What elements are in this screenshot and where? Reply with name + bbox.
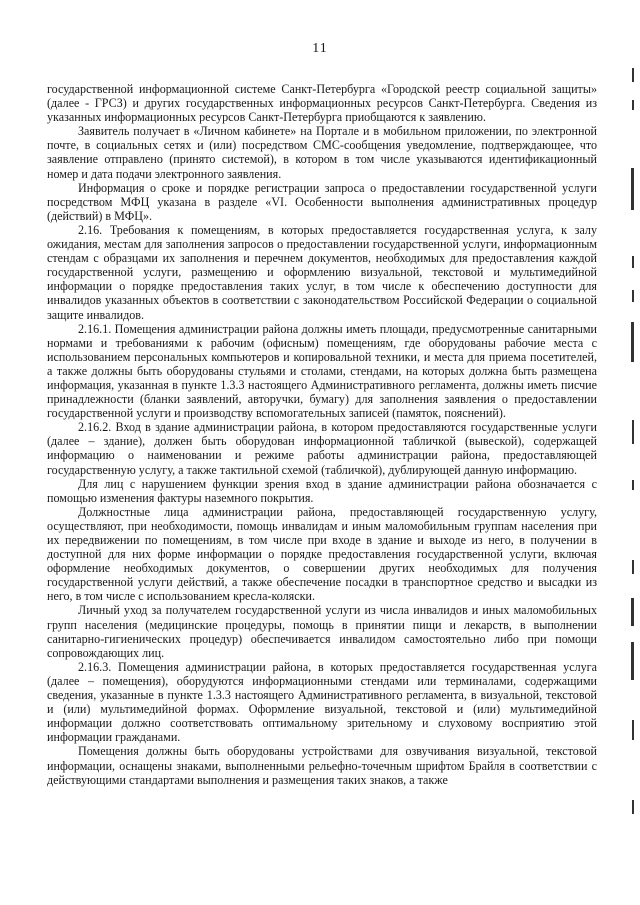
paragraph: Должностные лица администрации района, предоставляющей государственную услугу, осуществляют, при необходимости, помощь инвалидам и иным маломобильным группам населения при их передвижении по помещениям, в том числе при входе в здание и выходе из него, в получении в доступной для них форме информации о порядке предоставления государственной услуги, включая оформление необходимых документов, о совершении других необходимых для получения государственной услуги действий, а также обеспечение посадки в транспортное средство и высадки из него, в том числе с использованием кресла-коляски. [47, 504, 597, 604]
scan-edge-mark [632, 420, 634, 444]
paragraph: Заявитель получает в «Личном кабинете» на Портале и в мобильном приложении, по электронной почте, в социальных сетях и (или) посредством СМС-сообщения уведомление, подтверждающее, что заявление отправлено (принято системой), в котором в том числе указываются идентификационный номер и дата подачи электронного заявления. [47, 124, 597, 181]
scan-edge-mark [632, 720, 634, 740]
scan-edge-mark [632, 68, 634, 82]
scan-edge-mark [631, 598, 634, 626]
paragraph: 2.16. Требования к помещениям, в которых предоставляется государственная услуга, к залу ожидания, местам для заполнения запросов о предоставлении государственной услуги, информационным стендам с образцами их заполнения и перечнем документов, необходимых для предоставления каждой государственной услуги, размещению и оформлению визуальной, текстовой и мультимедийной информации о порядке предоставления таких услуг, в том числе к обеспечению доступности для инвалидов указанных объектов в соответствии с законодательством Российской Федерации о социальной защите инвалидов. [47, 222, 597, 322]
paragraph: 2.16.1. Помещения администрации района должны иметь площади, предусмотренные санитарными нормами и требованиями к рабочим (офисным) помещениям, где оборудованы рабочие места с использованием персональных компьютеров и копировальной техники, и места для приема посетителей, а также должны быть оборудованы стульями и столами, стендами, на которых должна быть размещена информация, указанная в пункте 1.3.3 настоящего Административного регламента, должны иметь писчие принадлежности (бланки заявлений, авторучки, бумагу) для заполнения заявления о предоставлении государственной услуги и производству вспомогательных записей (памяток, пояснений). [47, 321, 597, 421]
scan-edge-mark [632, 560, 634, 574]
scan-edge-mark [632, 480, 634, 490]
scan-edge-mark [631, 642, 634, 680]
paragraph: государственной информационной системе Санкт-Петербурга «Городской реестр социальной защиты» (далее - ГРСЗ) и других государственных информационных ресурсов Санкт-Петербурга. Сведения из указанных информационных ресурсов Санкт-Петербурга приобщаются к заявлению. [47, 82, 597, 125]
scan-edge-mark [631, 322, 634, 362]
scan-edge-mark [632, 800, 634, 814]
scan-edge-mark [631, 168, 634, 210]
paragraph: Помещения должны быть оборудованы устройствами для озвучивания визуальной, текстовой информации, оснащены знаками, выполненными рельефно-точечным шрифтом Брайля в соответствии с действующими стандартами выполнения и размещения таких знаков, а также [47, 744, 597, 787]
paragraph: Информация о сроке и порядке регистрации запроса о предоставлении государственной услуги посредством МФЦ указана в разделе «VI. Особенности выполнения административных процедур (действий) в МФЦ». [47, 180, 597, 223]
document-body [47, 82, 597, 787]
paragraph: Для лиц с нарушением функции зрения вход в здание администрации района обозначается с помощью изменения фактуры наземного покрытия. [47, 476, 597, 505]
paragraph: Личный уход за получателем государственной услуги из числа инвалидов и иных маломобильных групп населения (медицинские процедуры, помощь в принятии пищи и лекарств, в выполнении санитарно-гигиенических процедур) обеспечивается инвалидом самостоятельно либо при помощи сопровождающих лиц. [47, 603, 597, 660]
page-number: 11 [312, 41, 328, 56]
paragraph: 2.16.3. Помещения администрации района, в которых предоставляется государственная услуга (далее – помещения), оборудуются информационными стендами или терминалами, содержащими сведения, указанные в пункте 1.3.3 настоящего Административного регламента, в визуальной, текстовой и (или) мультимедийной формах. Оформление визуальной, текстовой и (или) мультимедийной информации должно соответствовать оптимальному зрительному и слуховому восприятию этой информации гражданами. [47, 659, 597, 745]
scan-edge-mark [632, 290, 634, 302]
scan-edge-mark [632, 100, 634, 110]
paragraph: 2.16.2. Вход в здание администрации района, в котором предоставляются государственные услуги (далее – здание), должен быть оборудован информационной табличкой (вывеской), содержащей информацию о наименовании и режиме работы администрации района, предоставляющей государственную услугу, а также тактильной схемой (табличкой), дублирующей данную информацию. [47, 420, 597, 477]
scan-edge-mark [632, 256, 634, 268]
